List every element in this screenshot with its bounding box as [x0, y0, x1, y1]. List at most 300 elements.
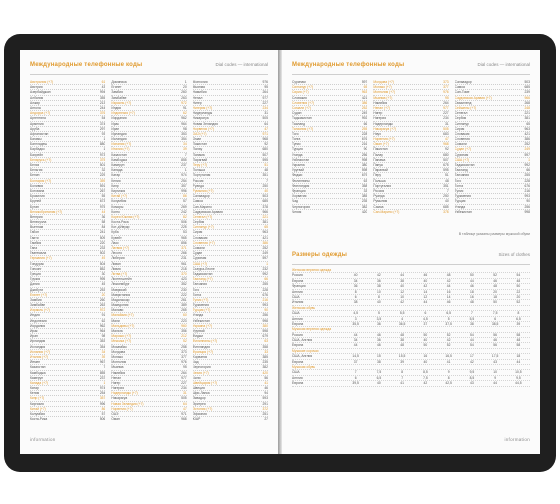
size-values: [344, 327, 530, 331]
dial-code: 252: [524, 142, 530, 147]
size-value: 48: [516, 338, 521, 343]
right-page-header: [292, 62, 530, 72]
dial-code: 996: [181, 188, 187, 193]
country-name: Хорватия: [192, 354, 208, 359]
size-values: [344, 268, 530, 272]
size-value: 39,5: [352, 381, 359, 386]
dial-code: 421: [262, 235, 268, 240]
size-value: 50: [423, 332, 428, 337]
country-name: Бразилия: [30, 194, 45, 199]
country-name: Джибути: [30, 287, 44, 292]
left-page: [20, 50, 278, 454]
left-page-subtitle: Dial codes — international: [215, 62, 268, 67]
size-value: 52: [516, 300, 521, 305]
dial-code: 48: [444, 178, 449, 183]
dial-code: 216: [361, 142, 368, 147]
dial-code: 256: [262, 313, 268, 318]
size-value: 8,5: [423, 370, 428, 375]
dial-code: 218: [181, 266, 187, 271]
country-code-row: [193, 417, 268, 420]
dial-code: 297: [99, 126, 106, 131]
country-name: Бангладеш: [30, 142, 48, 147]
dial-code: 963: [524, 126, 530, 131]
country-name: Казахстан: [30, 365, 46, 370]
country-name: Монголия: [192, 80, 208, 84]
country-name: Гана: [30, 246, 38, 250]
country-name: Узбекистан: [292, 157, 310, 162]
dial-code: 680: [262, 147, 268, 152]
dial-code: 855: [181, 157, 187, 162]
size-value: 39: [400, 359, 404, 364]
dial-code: 66: [363, 121, 368, 126]
dial-code: 420: [361, 209, 368, 214]
country-code-row: [292, 210, 367, 214]
dial-code: 32: [101, 168, 106, 173]
dial-code: 265: [181, 308, 187, 313]
size-values: [344, 381, 530, 385]
country-name: Португалия: [192, 173, 211, 178]
size-value: 46: [493, 338, 497, 343]
dial-code: 30: [101, 271, 106, 276]
dial-code: 250: [443, 194, 449, 199]
country-name: Китай (+7): [111, 194, 128, 199]
dial-code: 377: [181, 354, 187, 359]
size-row: [292, 381, 530, 386]
country-name: Панама: [192, 152, 205, 157]
dial-code: 229: [99, 173, 106, 178]
dial-code: 267: [99, 188, 106, 193]
dial-code: 420: [262, 370, 268, 375]
country-name: Сингапур (+7): [292, 85, 314, 90]
size-value: 44: [353, 343, 358, 348]
country-name: Черногория: [292, 204, 310, 209]
country-name: Эквадор: [192, 396, 206, 401]
country-name: Ниуэ: [373, 131, 381, 136]
size-row-label: Мужская обувь: [292, 365, 316, 370]
country-code-row: [30, 417, 105, 420]
country-name: Коморы: [111, 204, 124, 209]
dial-code: 36: [101, 214, 106, 219]
size-value: 42: [470, 359, 474, 364]
country-name: Украина (+7): [192, 323, 213, 328]
right-page-title: Международные телефонные коды: [292, 62, 405, 68]
size-value: 20: [493, 289, 497, 294]
country-name: Шри-Ланка: [192, 391, 210, 396]
country-name: Камерун: [111, 163, 125, 167]
dial-code: 98: [101, 334, 106, 339]
dial-code: 351: [262, 173, 268, 178]
dial-code: 228: [262, 287, 268, 292]
size-value: 50: [423, 343, 428, 348]
size-value: 42: [400, 300, 404, 305]
country-name: Суринам: [454, 152, 469, 157]
size-values: [344, 284, 530, 288]
size-values: [344, 317, 530, 321]
size-value: 5,5: [399, 311, 405, 316]
dial-code: 268: [524, 100, 530, 105]
dial-code: 501: [99, 163, 106, 167]
dial-code: 43: [101, 85, 106, 90]
size-value: 42: [423, 381, 428, 386]
dial-code: 221: [524, 111, 530, 116]
size-value: 36: [377, 338, 381, 343]
dial-code: 86: [101, 406, 106, 411]
dial-code: 266: [181, 251, 187, 256]
dial-code: 971: [262, 131, 268, 136]
country-name: Габон: [30, 230, 39, 235]
size-row-label: Европа: [292, 381, 304, 386]
dial-code: 976: [443, 90, 449, 95]
right-header-divider: [292, 74, 530, 75]
country-name: Ирак: [30, 329, 38, 333]
dial-code: 964: [99, 329, 106, 333]
country-name: Коста-Рика: [111, 220, 129, 225]
size-value: 37: [353, 359, 358, 364]
country-name: Таджикистан: [454, 163, 475, 167]
country-name: Панама: [373, 157, 386, 162]
size-values: [344, 273, 530, 277]
country-name: Албания: [30, 95, 44, 100]
country-name: Греция: [30, 271, 41, 276]
country-name: Норвегия (+7): [111, 406, 133, 411]
country-name: Уганда: [192, 313, 204, 318]
country-name: Румыния: [373, 199, 388, 204]
dial-code: 998: [262, 318, 268, 323]
country-name: Малайзия (+7): [111, 313, 134, 318]
dial-code: 45: [101, 282, 106, 287]
sizes-header: [292, 252, 530, 262]
size-row-label: Европа: [292, 321, 304, 326]
size-values: [344, 343, 530, 347]
country-name: Мьянма: [111, 365, 124, 370]
dial-code: 39: [101, 354, 106, 359]
country-name: Нигерия: [111, 386, 124, 391]
country-name: Испания (+7): [111, 142, 132, 147]
right-code-columns: [292, 80, 530, 214]
left-page-title: Международные телефонные коды: [30, 62, 143, 68]
right-page-subtitle: Dial codes — international: [477, 62, 530, 67]
country-name: Ливия: [111, 266, 121, 271]
size-value: 10: [377, 289, 381, 294]
size-value: 18: [493, 294, 497, 299]
dial-code: 34: [101, 349, 106, 354]
country-name: Фиджи: [192, 334, 203, 339]
country-name: Турция (+7): [192, 308, 211, 313]
size-values: [344, 349, 530, 353]
size-value: 14: [423, 289, 428, 294]
country-name: Кипр (+7): [30, 396, 45, 401]
dial-code: 94: [264, 391, 268, 396]
country-name: Словакия: [192, 235, 208, 240]
country-name: Нигерия (+7): [192, 105, 213, 110]
country-name: Ирак: [111, 121, 119, 126]
country-name: Зимбабве: [111, 95, 127, 100]
size-value: 4,5: [423, 316, 428, 321]
size-value: 40: [353, 273, 358, 278]
size-value: 38: [470, 321, 474, 326]
country-name: Фиджи: [292, 173, 303, 178]
country-name: Ангола: [30, 105, 41, 110]
size-value: 17: [470, 354, 474, 359]
country-name: Уругвай: [192, 329, 205, 333]
country-name: Финляндия: [292, 183, 310, 188]
dial-code: 1: [103, 147, 106, 152]
dial-code: 227: [443, 111, 449, 116]
size-value: 46: [377, 343, 381, 348]
country-name: Нигерия: [373, 116, 386, 121]
country-name: Никарагуа (+7): [373, 126, 397, 131]
size-value: 16: [446, 289, 451, 294]
size-value: 12: [423, 294, 428, 299]
dial-code: 358: [361, 183, 368, 188]
country-name: Уганда: [454, 204, 466, 209]
dial-code: 962: [99, 323, 106, 328]
size-row-label: Мужская верхняя одежда: [292, 327, 332, 332]
country-name: Россия: [373, 188, 385, 193]
dial-code: 994: [99, 90, 106, 95]
country-name: Сомали: [192, 246, 205, 250]
dial-code: 381: [524, 116, 530, 121]
country-name: Турция: [454, 199, 466, 204]
country-name: Оман: [192, 137, 202, 142]
dial-code: 357: [99, 396, 106, 401]
dial-code: 254: [99, 391, 106, 396]
size-value: 7: [354, 370, 357, 375]
country-name: Молдова (+7): [373, 80, 394, 84]
country-name: Иордания: [30, 323, 46, 328]
dial-code: 967: [99, 360, 106, 365]
size-value: 54: [470, 343, 474, 348]
country-name: Перу: [373, 173, 381, 178]
size-value: 8: [517, 311, 520, 316]
country-name: Бельгия: [30, 168, 43, 173]
country-name: Нигер: [373, 111, 383, 116]
dial-code: 968: [262, 137, 268, 142]
country-name: США (+7): [454, 157, 470, 162]
dial-code: 675: [443, 163, 449, 167]
country-name: Литва (+7): [111, 271, 128, 276]
country-name: Китай (+7): [30, 406, 46, 411]
country-name: Индия: [30, 313, 40, 318]
dial-code: 95: [444, 95, 449, 100]
size-value: 50: [493, 300, 497, 305]
country-name: Мальдивы (+7): [111, 323, 135, 328]
left-page-header: [30, 62, 268, 72]
dial-code: 351: [443, 183, 449, 188]
size-value: 38,5: [491, 321, 499, 326]
dial-code: 252: [262, 246, 268, 250]
country-name: Чили: [192, 375, 201, 380]
dial-code: 64: [182, 401, 187, 406]
country-name: Армения: [30, 121, 44, 126]
size-values: [344, 370, 530, 374]
size-value: 52: [446, 343, 451, 348]
country-name: Малави: [111, 308, 124, 313]
size-row-label: Европа: [292, 278, 304, 283]
dial-code: 597: [524, 152, 530, 157]
size-row-label: США, Англия: [292, 338, 313, 343]
country-name: Гаити: [30, 235, 39, 240]
dial-code: 63: [363, 178, 368, 183]
size-value: 42: [446, 278, 451, 283]
dial-code: 33: [264, 349, 268, 354]
country-name: Казахстан: [111, 152, 127, 157]
dial-code: 90: [526, 199, 530, 204]
dial-code: 974: [181, 173, 187, 178]
dial-code: 386: [524, 137, 530, 142]
size-value: 35,5: [352, 321, 359, 326]
size-value: 40: [377, 381, 381, 386]
size-value: 38: [377, 359, 381, 364]
country-name: Эфиопия: [192, 412, 207, 416]
dial-code: 1: [103, 380, 106, 385]
country-name: Сомали: [454, 142, 467, 147]
dial-code: 963: [262, 230, 268, 235]
country-name: Куба: [111, 230, 119, 235]
size-value: 48: [470, 300, 474, 305]
size-value: 37: [423, 321, 428, 326]
country-name: Саудовская Аравия: [192, 209, 223, 214]
country-name: Палау: [373, 152, 383, 157]
size-values: [344, 295, 530, 299]
country-name: Канада (+7): [30, 380, 49, 385]
sizes-title: Размеры одежды: [292, 252, 348, 258]
country-name: Азербайджан: [30, 90, 51, 95]
dial-code: 7: [266, 178, 268, 183]
size-value: 6: [354, 294, 357, 299]
country-name: Нигер: [192, 100, 202, 105]
size-value: 22: [516, 289, 521, 294]
dial-code: 255: [361, 126, 368, 131]
size-value: 40: [423, 359, 428, 364]
dial-code: 995: [99, 277, 106, 282]
dial-code: 98: [182, 126, 187, 131]
country-name: Израиль (+7): [30, 308, 50, 313]
dial-code: 352: [181, 282, 187, 287]
dial-code: 998: [524, 209, 530, 214]
dial-code: 264: [443, 100, 449, 105]
dial-code: 354: [99, 344, 106, 349]
dial-code: 258: [181, 344, 187, 349]
size-value: 16: [423, 354, 428, 359]
dial-code: 597: [361, 80, 368, 84]
country-name: Польша: [192, 168, 205, 173]
country-name: Сальвадор: [454, 80, 472, 84]
country-name: Норвегия (+7): [373, 137, 395, 142]
country-name: Украина: [292, 163, 305, 167]
dial-code: 856: [181, 240, 187, 245]
country-name: Сьерра-Леоне: [192, 266, 215, 271]
dial-code: 998: [361, 157, 368, 162]
dial-code: 680: [443, 152, 449, 157]
dial-code: 241: [99, 230, 106, 235]
country-name: Тонга: [454, 183, 464, 188]
country-name: Замбия: [111, 90, 123, 95]
country-name: ОАЭ (+7): [192, 131, 207, 136]
dial-code: 370: [181, 271, 187, 276]
country-name: Парагвай: [373, 168, 388, 173]
size-value: 46: [423, 273, 428, 278]
country-name: Молдова: [111, 349, 126, 354]
size-value: 42: [377, 273, 381, 278]
country-name: Сенегал: [454, 111, 468, 116]
country-name: Турция: [292, 147, 303, 152]
country-name: Сальвадор: [192, 194, 210, 199]
size-value: 52: [446, 332, 451, 337]
country-name: Доминика: [111, 80, 127, 84]
country-name: Румыния (+7): [192, 188, 214, 193]
size-value: 46: [470, 284, 474, 289]
dial-code: 58: [101, 220, 106, 225]
dial-code: 595: [443, 168, 449, 173]
size-value: 14,5: [352, 354, 359, 359]
country-name: Аруба: [30, 126, 40, 131]
country-name: Исландия: [30, 344, 46, 349]
country-name: Таиланд: [454, 168, 468, 173]
size-value: 43: [493, 359, 497, 364]
country-name: Иран: [30, 334, 38, 339]
country-name: Венесуэла: [30, 220, 47, 225]
country-name: Непал: [111, 375, 122, 380]
dial-code: 423: [181, 277, 187, 282]
dial-code: 679: [361, 173, 368, 178]
dial-code: 964: [181, 121, 187, 126]
size-value: 5: [377, 311, 380, 316]
country-name: Хорватия: [292, 194, 307, 199]
size-value: 7,5: [492, 311, 498, 316]
dial-code: 221: [262, 214, 268, 219]
size-value: 41: [400, 381, 404, 386]
dial-code: 993: [524, 194, 530, 199]
country-name: Италия (+7): [30, 354, 49, 359]
dial-code: 1: [103, 137, 106, 142]
dial-code: 356: [181, 329, 187, 333]
country-name: Монголия: [111, 360, 127, 365]
dial-code: 378: [443, 209, 449, 214]
country-name: Швеция: [192, 386, 205, 391]
country-name: Лихтенштейн: [111, 277, 132, 282]
size-value: 14: [446, 294, 451, 299]
dial-code: 961: [181, 261, 187, 266]
country-name: Мозамбик: [111, 344, 127, 349]
size-value: 46: [377, 332, 381, 337]
country-name: Гватемала: [30, 251, 47, 256]
size-value: 4,5: [353, 311, 358, 316]
dial-code: 227: [181, 380, 187, 385]
dial-code: 44: [101, 209, 106, 214]
size-value: 43: [470, 381, 474, 386]
dial-code: 676: [262, 292, 268, 297]
size-row-label: Европа: [292, 359, 304, 364]
dial-code: 235: [262, 360, 268, 365]
dial-code: 371: [181, 246, 187, 250]
country-name: Багамы: [30, 137, 42, 142]
size-value: 38: [353, 300, 358, 305]
dial-code: 248: [524, 105, 530, 110]
dial-code: 503: [524, 80, 530, 84]
size-value: 48: [400, 343, 404, 348]
dial-code: 227: [262, 100, 268, 105]
country-name: Намибия: [373, 100, 388, 105]
size-value: 44: [470, 338, 474, 343]
dial-code: 95: [264, 85, 268, 90]
dial-code: 256: [361, 152, 368, 157]
size-value: 18: [516, 354, 521, 359]
country-name: Франция: [292, 188, 306, 193]
dial-code: 977: [443, 105, 449, 110]
country-name: Монголия (+7): [373, 90, 396, 95]
size-value: 56: [493, 343, 497, 348]
